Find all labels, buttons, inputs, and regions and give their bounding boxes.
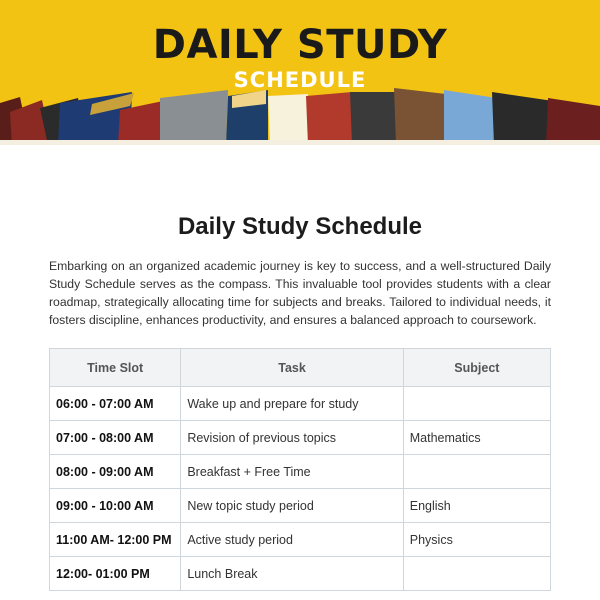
banner-title: DAILY STUDY xyxy=(152,22,448,68)
header-banner xyxy=(0,0,600,145)
header-task: Task xyxy=(181,349,403,387)
time-cell: 09:00 - 10:00 AM xyxy=(50,489,181,523)
task-cell: Breakfast + Free Time xyxy=(181,455,403,489)
task-cell: New topic study period xyxy=(181,489,403,523)
intro-paragraph: Embarking on an organized academic journey is key to success, and a well-structured Daily Study Schedule serves as the compass. This invaluable tool provides students with a clear roadmap, strategically allocating time for subjects and breaks. Tailored to individual needs, it fosters discipline, enhances productivity, and ensures a balanced approach to coursework. xyxy=(49,259,551,327)
table-row xyxy=(50,523,551,557)
table-row xyxy=(50,421,551,455)
document-body xyxy=(0,213,600,591)
time-cell: 11:00 AM- 12:00 PM xyxy=(50,523,181,557)
table-row xyxy=(50,489,551,523)
task-cell: Revision of previous topics xyxy=(181,421,403,455)
subject-cell: Mathematics xyxy=(403,421,550,455)
subject-cell: English xyxy=(403,489,550,523)
subject-cell xyxy=(403,455,550,489)
document-title: Daily Study Schedule xyxy=(177,213,423,240)
task-cell: Active study period xyxy=(181,523,403,557)
table-row xyxy=(50,455,551,489)
table-row xyxy=(50,557,551,591)
subject-cell xyxy=(403,387,550,421)
banner-subtitle: SCHEDULE xyxy=(233,68,367,92)
header-time-slot: Time Slot xyxy=(50,349,181,387)
table-header-row xyxy=(50,349,551,387)
header-subject: Subject xyxy=(403,349,550,387)
subject-cell xyxy=(403,557,550,591)
subject-cell: Physics xyxy=(403,523,550,557)
time-cell: 06:00 - 07:00 AM xyxy=(50,387,181,421)
book-spines xyxy=(0,88,600,145)
task-cell: Lunch Break xyxy=(181,557,403,591)
time-cell: 08:00 - 09:00 AM xyxy=(50,455,181,489)
schedule-table xyxy=(49,348,551,591)
time-cell: 07:00 - 08:00 AM xyxy=(50,421,181,455)
time-cell: 12:00- 01:00 PM xyxy=(50,557,181,591)
table-row xyxy=(50,387,551,421)
task-cell: Wake up and prepare for study xyxy=(181,387,403,421)
